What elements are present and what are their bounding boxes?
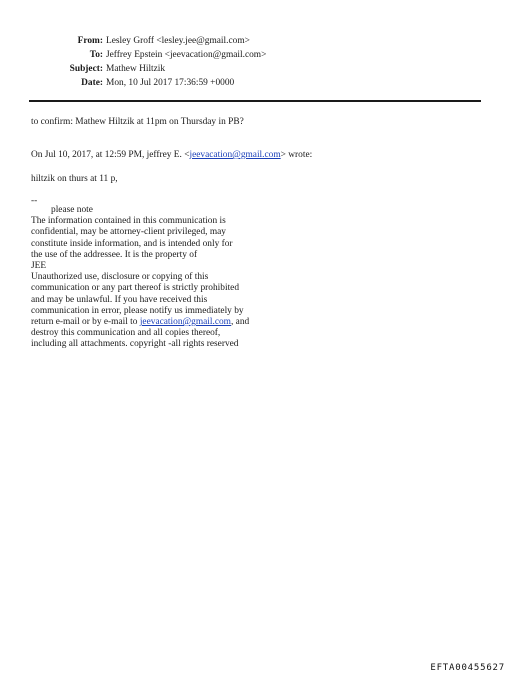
subject-value: Mathew Hiltzik — [106, 64, 166, 74]
quote-prefix: On Jul 10, 2017, at 12:59 PM, jeffrey E. < — [31, 150, 190, 160]
subject-row — [0, 62, 512, 76]
disclaimer-note: please note — [51, 205, 93, 215]
date-label: Date: — [81, 78, 103, 88]
disclaimer-p2-after: , and destroy this communication and all copies thereof, including all attachments. copyright -all rights reserved — [31, 317, 250, 350]
date-value: Mon, 10 Jul 2017 17:36:59 +0000 — [106, 78, 235, 88]
to-label: To: — [89, 50, 103, 60]
quote-suffix: > wrote: — [280, 150, 313, 160]
to-row — [0, 48, 512, 62]
document-id: EFTA00455627 — [430, 663, 505, 673]
reply-line: hiltzik on thurs at 11 p, — [31, 174, 118, 184]
subject-label: Subject: — [69, 64, 103, 74]
email-header — [0, 34, 512, 90]
to-value: Jeffrey Epstein <jeevacation@gmail.com> — [106, 50, 267, 60]
disclaimer-p2-before: Unauthorized use, disclosure or copying of this communication or any part thereof is strictly prohibited and may be unlawful. If you have received this communication in error, please notify us immediately by return e-mail or by e-mail to — [31, 272, 244, 328]
confirm-line: to confirm: Mathew Hiltzik at 11pm on Thursday in PB? — [31, 117, 244, 127]
from-row — [0, 34, 512, 48]
disclaimer-paragraph-1: The information contained in this communication is confidential, may be attorney-client privileged, may constitute inside information, and is intended only for the use of the addressee. It is the property of JEE — [31, 216, 233, 272]
disclaimer-paragraph-2 — [31, 272, 291, 350]
header-divider — [29, 100, 481, 102]
from-label: From: — [77, 36, 103, 46]
signature-separator: -- — [31, 196, 38, 206]
quote-email-link[interactable]: jeevacation@gmail.com — [189, 150, 281, 160]
from-value: Lesley Groff <lesley.jee@gmail.com> — [106, 36, 250, 46]
confidentiality-disclaimer — [31, 205, 291, 351]
quote-intro — [31, 149, 312, 161]
date-row — [0, 76, 512, 90]
disclaimer-email-link[interactable]: jeevacation@gmail.com — [139, 317, 231, 328]
